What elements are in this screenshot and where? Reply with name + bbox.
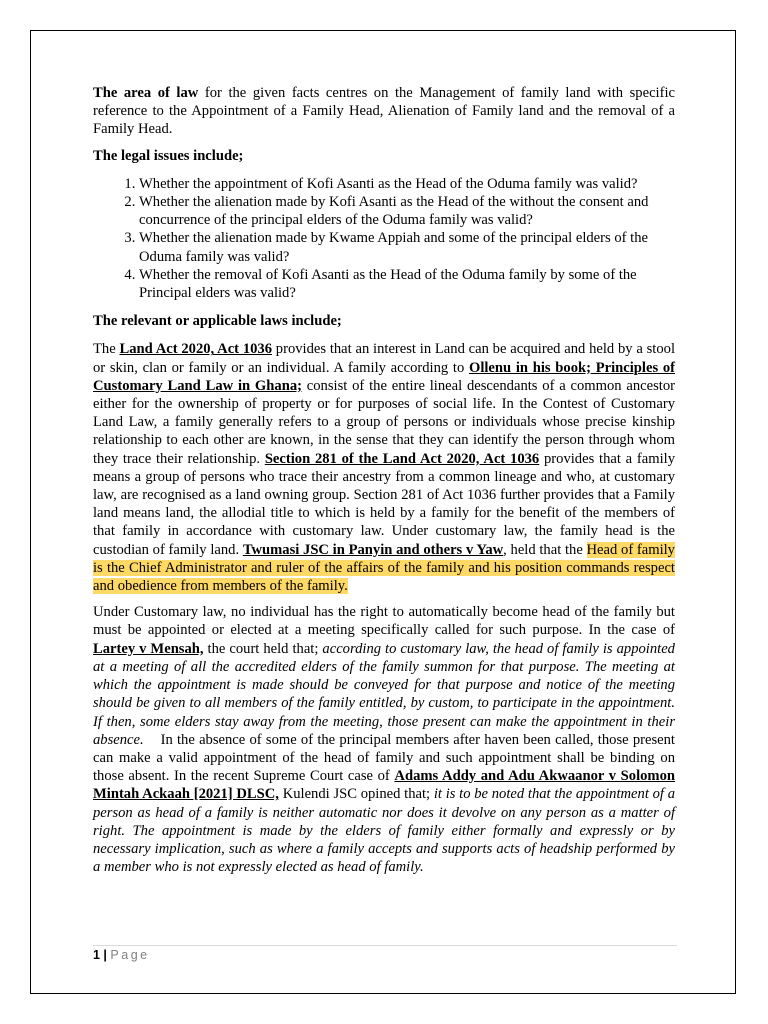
reference-twumasi-case: Twumasi JSC in Panyin and others v Yaw bbox=[242, 541, 504, 558]
text-run: The bbox=[93, 341, 120, 358]
legal-issues-list bbox=[93, 175, 675, 302]
area-of-law-lead: The area of law bbox=[93, 85, 199, 101]
applicable-laws-heading: The relevant or applicable laws include; bbox=[93, 313, 342, 330]
reference-land-act: Land Act 2020, Act 1036 bbox=[119, 341, 273, 358]
text-run: Kulendi JSC opined that; bbox=[278, 786, 434, 803]
text-run: In the absence of some of the principal members after haven been called, those present can make a valid appointment of the head of family and such appointment shall be binding on those absent. In the recent Supreme Court case of bbox=[93, 731, 679, 785]
text-run: Under Customary law, no individual has the right to automatically become head of the family but must be appointed or elected at a meeting specifically called for such purpose. In the case of bbox=[93, 604, 675, 639]
intro-text: for the given facts centres on the Management of family land with specific reference to the Appointment of a Family Head, Alienation of Family land and the removal of a Family Head. bbox=[93, 85, 675, 138]
text-run: the court held that; bbox=[203, 640, 323, 657]
text-run: provides that an interest in Land can be acquired and held by a stool or skin, clan or family or an individual. A family according to bbox=[93, 341, 676, 376]
list-item: 1. Whether the appointment of Kofi Asanti as the Head of the Oduma family was valid? bbox=[139, 175, 675, 193]
text-run: provides that a family means a group of persons who trace their ancestry from a common lineage and who, at customary law, are recognised as a land owning group. Section 281 of Act 1036 further provides that a Family land means land, the allodial title to which is held by a family for the benefit of the members of that family in accordance with customary law. Under customary law, the family head is the custodian of family land. bbox=[93, 450, 675, 558]
list-item: 2. Whether the alienation made by Kofi Asanti as the Head of the without the consent and concurrence of the principal elders of the Oduma family was valid? bbox=[139, 193, 675, 229]
highlighted-holding: Head of family is the Chief Administrator and ruler of the affairs of the family and his position commands respect and obedience from members of the family. bbox=[93, 541, 675, 595]
text-run: , held that the bbox=[503, 541, 587, 558]
text-run: consist of the entire lineal descendants of a common ancestor either for the ownership of property or for purposes of social life. In the Contest of Customary Land Law, a family generally refers to a group of persons or individuals whose precise kinship relationship to each other are known, in the sense that they can identify the person through whom they trace their relationship. bbox=[93, 377, 676, 467]
footer-separator: | bbox=[99, 948, 111, 962]
list-item: 4. Whether the removal of Kofi Asanti as the Head of the Oduma family by some of the Principal elders was valid? bbox=[139, 266, 675, 302]
laws-paragraph bbox=[93, 340, 675, 595]
legal-issues-heading: The legal issues include; bbox=[93, 147, 244, 164]
footer-divider bbox=[93, 945, 677, 946]
reference-lartey-case: Lartey v Mensah, bbox=[93, 640, 204, 657]
intro-paragraph bbox=[93, 84, 675, 139]
page-number: 1 bbox=[93, 948, 100, 962]
quote-kulendi: it is to be noted that the appointment of a person as head of a family is neither automatic nor does it devolve on any person as a matter of right. The appointment is made by the elders of family either formally and expressly or by necessary implication, such as where a family accepts and supports acts of headship performed by a member who is not expressly elected as head of family. bbox=[93, 786, 675, 876]
list-item: 3. Whether the alienation made by Kwame Appiah and some of the principal elders of the Oduma family was valid? bbox=[139, 229, 675, 265]
reference-section-281: Section 281 of the Land Act 2020, Act 1036 bbox=[264, 450, 540, 467]
reference-adams-addy-case: Adams Addy and Adu Akwaanor v Solomon Mintah Ackaah [2021] DLSC, bbox=[93, 768, 675, 803]
document-body bbox=[93, 84, 679, 884]
page-label: Page bbox=[110, 948, 150, 962]
page-footer bbox=[93, 948, 150, 962]
customary-law-paragraph bbox=[93, 603, 679, 876]
reference-ollenu-book: Ollenu in his book; Principles of Customary Land Law in Ghana; bbox=[93, 359, 676, 394]
quote-lartey: according to customary law, the head of family is appointed at a meeting of all the accredited elders of the family summon for that purpose. The meeting at which the appointment is made should be conveyed for that purpose and notice of the meeting should be given to all members of the family entitled, by custom, to participate in the appointment. If then, some elders stay away from the meeting, those present can make the appointment in their absence. bbox=[93, 640, 675, 748]
